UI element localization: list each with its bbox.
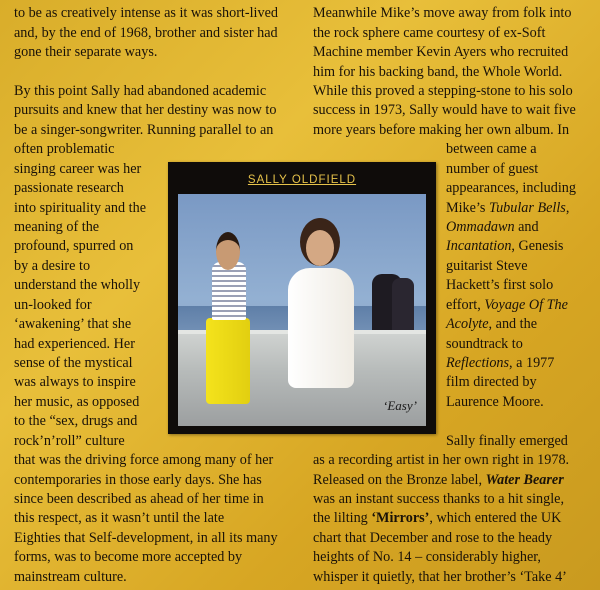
text-line: appearances, including bbox=[446, 180, 576, 196]
album-cover bbox=[168, 162, 436, 434]
text-line: as a recording artist in her own right in 1978. bbox=[313, 452, 570, 468]
album-title-incantation: Incantation bbox=[446, 238, 512, 254]
text-line: between came a bbox=[446, 141, 537, 157]
text-line: number of guest bbox=[446, 161, 539, 177]
text-line: ‘awakening’ that she bbox=[14, 316, 132, 332]
text-line: that was the driving force among many of her bbox=[14, 452, 274, 468]
album-title-tubular-bells: Tubular Bells bbox=[488, 200, 566, 216]
man-head bbox=[216, 232, 240, 270]
text-line: and, by the end of 1968, brother and sister had bbox=[14, 25, 278, 41]
text-line: Sally finally emerged bbox=[446, 433, 568, 449]
text-line: this respect, as it wasn’t until the late bbox=[14, 510, 225, 526]
text-line: Mike’s Tubular Bells, bbox=[446, 200, 570, 216]
album-title-acolyte: Acolyte bbox=[446, 316, 489, 332]
text-line: was always to inspire bbox=[14, 374, 136, 390]
text-line: success in 1973, Sally would have to wait five bbox=[313, 102, 576, 118]
text-line: Eighties that Self-development, in all its many bbox=[14, 530, 278, 546]
text-line: Meanwhile Mike’s move away from folk into bbox=[313, 5, 572, 21]
text-line: contemporaries in those early days. She has bbox=[14, 472, 262, 488]
text-line: to the “sex, drugs and bbox=[14, 413, 138, 429]
man-striped-shirt bbox=[212, 262, 246, 320]
text-line: the rock sphere came courtesy of ex-Soft bbox=[313, 25, 546, 41]
text-line: Released on the Bronze label, Water Bearer bbox=[313, 472, 564, 488]
text-line: pursuits and knew that her destiny was now to bbox=[14, 102, 277, 118]
text-line: Laurence Moore. bbox=[446, 394, 544, 410]
text-line: singing career was her bbox=[14, 161, 142, 177]
text-line: him for his backing band, the Whole World. bbox=[313, 64, 563, 80]
figure-silhouette bbox=[392, 278, 414, 336]
album-title-ommadawn: Ommadawn bbox=[446, 219, 515, 235]
album-title-voyage: Voyage Of The bbox=[484, 297, 568, 313]
text-line: had experienced. Her bbox=[14, 336, 135, 352]
text-line: Hackett’s first solo bbox=[446, 277, 554, 293]
album-cover-artist: SALLY OLDFIELD bbox=[247, 174, 357, 186]
text-line: often problematic bbox=[14, 141, 115, 157]
woman-white-dress bbox=[288, 268, 354, 388]
text-line: Incantation, Genesis bbox=[446, 238, 564, 254]
text-line: since been described as ahead of her time in bbox=[14, 491, 264, 507]
text-line: meaning of the bbox=[14, 219, 100, 235]
text-line: by a desire to bbox=[14, 258, 91, 274]
text-line: soundtrack to bbox=[446, 336, 523, 352]
album-cover-photo bbox=[178, 194, 426, 426]
text-line: forms, was to become more accepted by bbox=[14, 549, 243, 565]
text-line: heights of No. 14 – considerably higher, bbox=[313, 549, 541, 565]
text-line: understand the wholly bbox=[14, 277, 141, 293]
text-line: be a singer-songwriter. Running parallel to an bbox=[14, 122, 274, 138]
text-line: her music, as opposed bbox=[14, 394, 140, 410]
album-cover-title: ‘Easy’ bbox=[383, 398, 417, 413]
text-line: whisper it quietly, that her brother’s ‘Take 4’ bbox=[313, 569, 567, 585]
text-line: film directed by bbox=[446, 374, 537, 390]
album-title-water-bearer: Water Bearer bbox=[485, 472, 564, 488]
text-line: While this proved a stepping-stone to his solo bbox=[313, 83, 573, 99]
text-line: Reflections, a 1977 bbox=[446, 355, 555, 371]
text-line: effort, Voyage Of The bbox=[446, 297, 568, 313]
text-line: passionate research bbox=[14, 180, 124, 196]
text-line: gone their separate ways. bbox=[14, 44, 158, 60]
film-title-reflections: Reflections bbox=[446, 355, 510, 371]
text-line: Ommadawn and bbox=[446, 219, 539, 235]
text-line: rock’n’roll” culture bbox=[14, 433, 125, 449]
text-line: into spirituality and the bbox=[14, 200, 147, 216]
text-line: chart that December and rose to the heady bbox=[313, 530, 553, 546]
text-line: more years before making her own album. In bbox=[313, 122, 570, 138]
text-line: mainstream culture. bbox=[14, 569, 127, 585]
text-line: Acolyte, and the bbox=[446, 316, 538, 332]
woman-head bbox=[306, 230, 334, 266]
text-line: profound, spurred on bbox=[14, 238, 134, 254]
text-line: un-looked for bbox=[14, 297, 92, 313]
single-title-mirrors: ‘Mirrors’ bbox=[371, 510, 430, 526]
text-line: to be as creatively intense as it was short-lived bbox=[14, 5, 278, 21]
text-line: sense of the mystical bbox=[14, 355, 133, 371]
man-yellow-trousers bbox=[206, 318, 250, 404]
text-line: guitarist Steve bbox=[446, 258, 528, 274]
text-line: was an instant success thanks to a hit single, bbox=[313, 491, 564, 507]
text-line: Machine member Kevin Ayers who recruited bbox=[313, 44, 569, 60]
text-line: the lilting ‘Mirrors’, which entered the UK bbox=[313, 510, 562, 526]
text-line: By this point Sally had abandoned academic bbox=[14, 83, 267, 99]
